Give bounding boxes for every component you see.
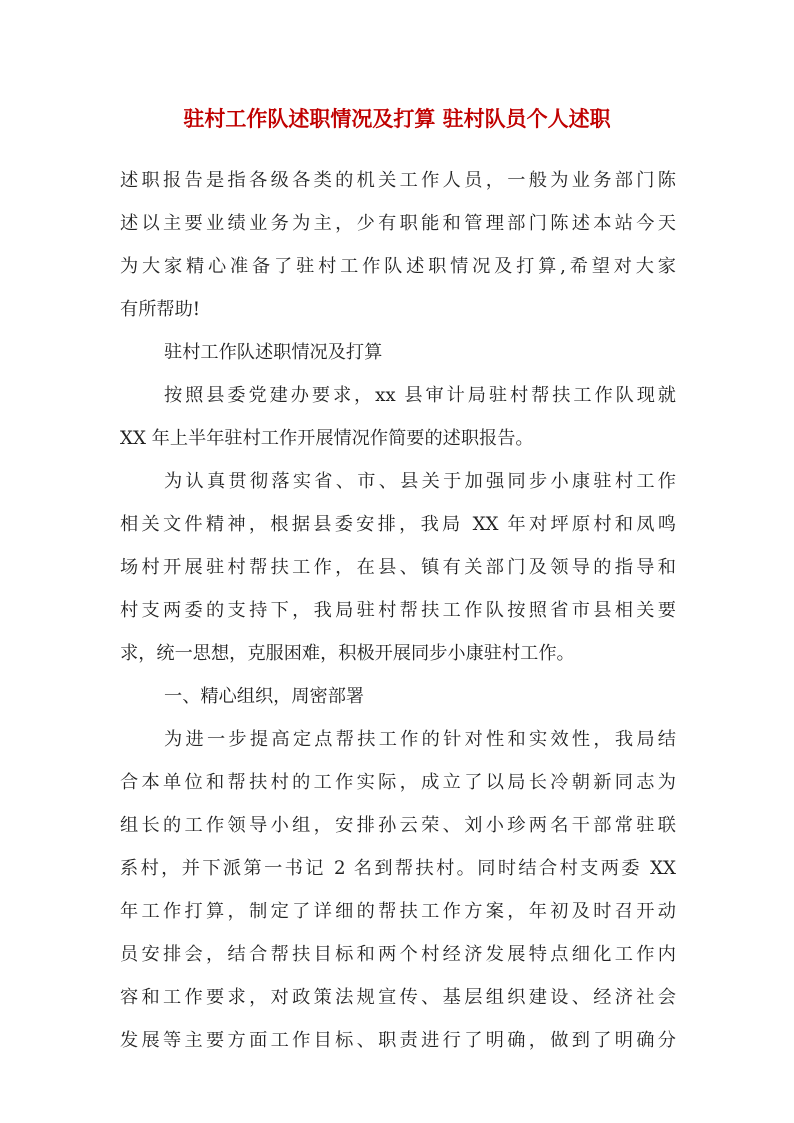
paragraph-line: 合本单位和帮扶村的工作实际，成立了以局长冷朝新同志为: [120, 772, 676, 793]
paragraph-line: 述职报告是指各级各类的机关工作人员，一般为业务部门陈: [120, 170, 676, 191]
paragraph-line: 场村开展驻村帮扶工作，在县、镇有关部门及领导的指导和: [120, 557, 676, 578]
paragraph-line: 为大家精心准备了驻村工作队述职情况及打算,希望对大家: [120, 256, 676, 277]
section-heading: 一、精心组织，周密部署: [164, 686, 365, 707]
paragraph-line: 容和工作要求，对政策法规宣传、基层组织建设、经济社会: [120, 987, 676, 1008]
paragraph-line: 村支两委的支持下，我局驻村帮扶工作队按照省市县相关要: [120, 600, 676, 621]
paragraph-line: 员安排会，结合帮扶目标和两个村经济发展特点细化工作内: [120, 944, 676, 965]
paragraph-line: 为进一步提高定点帮扶工作的针对性和实效性，我局结: [164, 729, 676, 750]
paragraph-line: 按照县委党建办要求，xx 县审计局驻村帮扶工作队现就: [164, 385, 676, 406]
paragraph-line: XX 年上半年驻村工作开展情况作简要的述职报告。: [120, 428, 534, 449]
paragraph-line: 相关文件精神，根据县委安排，我局 XX 年对坪原村和凤鸣: [120, 514, 676, 535]
section-heading: 驻村工作队述职情况及打算: [164, 342, 383, 363]
paragraph-line: 系村，并下派第一书记 2 名到帮扶村。同时结合村支两委 XX: [120, 858, 676, 879]
paragraph-line: 组长的工作领导小组，安排孙云荣、刘小珍两名干部常驻联: [120, 815, 676, 836]
paragraph-line: 有所帮助!: [120, 299, 201, 320]
paragraph-line: 年工作打算，制定了详细的帮扶工作方案，年初及时召开动: [120, 901, 676, 922]
paragraph-line: 求，统一思想，克服困难，积极开展同步小康驻村工作。: [120, 643, 575, 664]
document-title: 驻村工作队述职情况及打算 驻村队员个人述职: [183, 106, 611, 131]
paragraph-line: 为认真贯彻落实省、市、县关于加强同步小康驻村工作: [164, 471, 676, 492]
paragraph-line: 述以主要业绩业务为主，少有职能和管理部门陈述本站今天: [120, 213, 676, 234]
paragraph-line: 发展等主要方面工作目标、职责进行了明确，做到了明确分: [120, 1030, 676, 1051]
